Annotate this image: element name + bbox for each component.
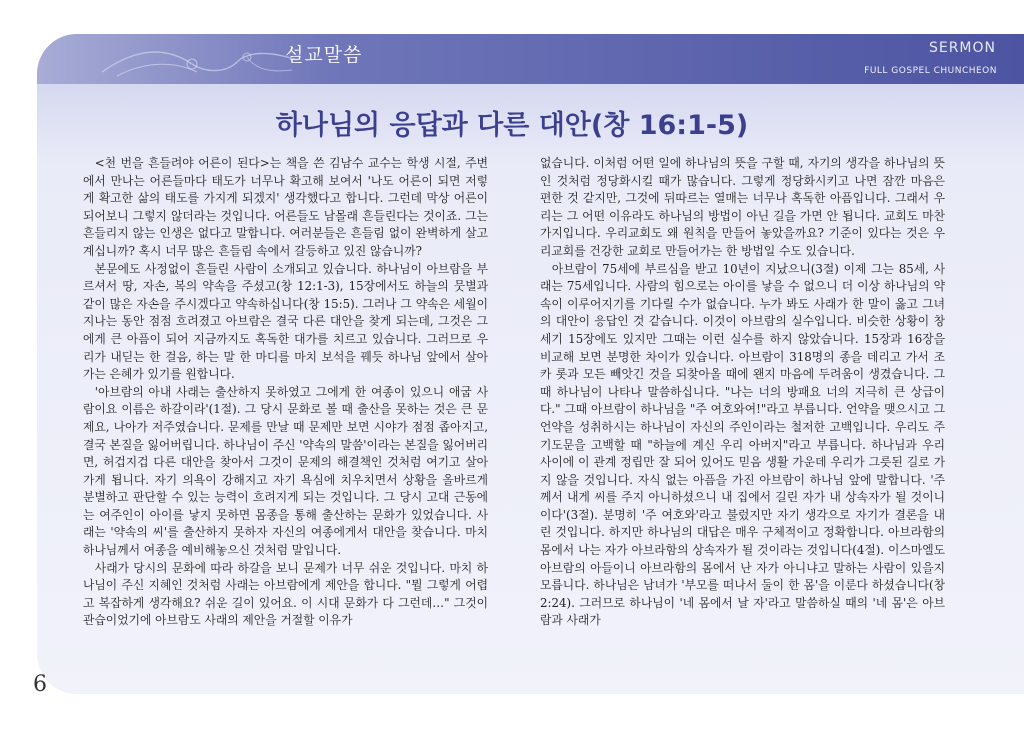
paragraph: <천 번을 흔들려야 어른이 된다>는 책을 쓴 김남수 교수는 학생 시절, 주변에서 만나는 어른들마다 태도가 너무나 확고해 보여서 '나도 어른이 되면 저렇게 확고한 삶의 태도를 가지게 되겠지' 생각했다고 합니다. 그런데 막상 어른이 되어보니 그렇지 않더라는 것입니다. 어른들도 남몰래 흔들린다는 것이죠. 그는 흔들리지 않는 인생은 없다고 말합니다. 여러분들은 흔들림 없이 완벽하게 살고 계십니까? 혹시 너무 많은 흔들림 속에서 갈등하고 있진 않습니까? (83, 156, 488, 258)
left-text-column (83, 155, 488, 630)
section-title: 설교말씀 (285, 44, 363, 66)
paragraph: 본문에도 사정없이 흔들린 사람이 소개되고 있습니다. 하나님이 아브람을 부르셔서 땅, 자손, 복의 약속을 주셨고(창 12:1-3), 15장에서도 하늘의 뭇별과 같이 많은 자손을 주시겠다고 약속하십니다(창 15:5). 그러나 그 약속은 세월이 지나는 동안 점점 흐려졌고 아브람은 결국 다른 대안을 찾게 되는데, 그것은 그에게 큰 아픔이 되어 지금까지도 혹독한 대가를 치르고 있습니다. 그러므로 우리가 내딛는 한 걸음, 하는 말 한 마디를 마치 보석을 꿰듯 하나님 앞에서 살아가는 은혜가 있기를 원합니다. (83, 261, 488, 382)
paragraph: 아브람이 75세에 부르심을 받고 10년이 지났으니(3절) 이제 그는 85세, 사래는 75세입니다. 사람의 힘으로는 아이를 낳을 수 없으니 더 이상 하나님의 약속이 이루어지기를 기다릴 수가 없습니다. 누가 봐도 사래가 한 말이 옳고 그녀의 대안이 응답인 것 같습니다. 이것이 아브람의 실수입니다. 비슷한 상황이 창세기 15장에도 있지만 그때는 이런 실수를 하지 않았습니다. 15장과 16장을 비교해 보면 분명한 차이가 있습니다. 아브람이 318명의 종을 데리고 가서 조카 롯과 모든 빼앗긴 것을 되찾아올 때에 왠지 마음에 두려움이 생겼습니다. 그때 하나님이 나타나 말씀하십니다. "나는 너의 방패요 너의 지극히 큰 상급이다." 그때 아브람이 하나님을 "주 여호와여!"라고 부릅니다. 언약을 맺으시고 그 언약을 성취하시는 하나님이 자신의 주인이라는 철저한 고백입니다. 우리도 주기도문을 고백할 때 "하늘에 계신 우리 아버지"라고 부릅니다. 하나님과 우리 사이에 이 관계 정립만 잘 되어 있어도 믿음 생활 가운데 우리가 그릇된 길로 가지 않을 것입니다. 자식 없는 아픔을 가진 아브람이 하나님 앞에 말합니다. '주께서 내게 씨를 주지 아니하셨으니 내 집에서 길린 자가 내 상속자가 될 것이니이다'(3절). 분명히 '주 여호와'라고 불렀지만 자기 생각으로 자기가 결론을 내린 것입니다. 하지만 하나님의 대답은 매우 구체적이고 정확합니다. 아브라함의 몸에서 나는 자가 아브라함의 상속자가 될 것이라는 것입니다(4절). 이스마엘도 아브람의 아들이니 아브라함의 몸에서 난 자가 아니냐고 말하는 사람이 있을지 모릅니다. 하나님은 남녀가 '부모를 떠나서 둘이 한 몸'을 이룬다 하셨습니다(창 2:24). 그러므로 하나님이 '네 몸에서 날 자'라고 말씀하실 때의 '네 몸'은 아브람과 사래가 (540, 261, 945, 628)
sermon-headline: 하나님의 응답과 다른 대안(창 16:1-5) (275, 110, 749, 141)
page-number: 6 (33, 672, 47, 697)
paragraph: '아브람의 아내 사래는 출산하지 못하였고 그에게 한 여종이 있으니 애굽 사람이요 이름은 하갈이라'(1절). 그 당시 문화로 볼 때 출산을 못하는 것은 큰 문제요, 나아가 저주였습니다. 문제를 만날 때 문제만 보면 시야가 점점 좁아지고, 결국 본질을 잃어버립니다. 하나님이 주신 '약속의 말씀'이라는 본질을 잃어버리면, 허겁지겁 다른 대안을 찾아서 그것이 문제의 해결책인 것처럼 여기고 살아가게 됩니다. 자기 의욕이 강해지고 자기 욕심에 치우치면서 상황을 올바르게 분별하고 판단할 수 있는 능력이 흐려지게 되는 것입니다. 그 당시 고대 근동에는 여주인이 아이를 낳지 못하면 몸종을 통해 출산하는 문화가 있었습니다. 사래는 '약속의 씨'를 출산하지 못하자 자신의 여종에게서 대안을 찾습니다. 마치 하나님께서 여종을 예비해놓으신 것처럼 말입니다. (83, 384, 488, 558)
sermon-label: SERMON (928, 40, 996, 56)
church-label: FULL GOSPEL CHUNCHEON (864, 66, 997, 76)
right-text-column (540, 155, 945, 630)
paragraph: 없습니다. 이처럼 어떤 일에 하나님의 뜻을 구할 때, 자기의 생각을 하나님의 뜻인 것처럼 정당화시킬 때가 많습니다. 그렇게 정당화시키고 나면 잠깐 마음은 편한 것 같지만, 그것에 뒤따르는 열매는 너무나 혹독한 아픔입니다. 그래서 우리는 그 어떤 이유라도 하나님의 방법이 아닌 길을 가면 안 됩니다. 교회도 마찬가지입니다. 우리교회도 왜 원칙을 만들어 놓았을까요? 기준이 있다는 것은 우리교회를 건강한 교회로 만들어가는 한 방법일 수도 있습니다. (540, 156, 945, 258)
flourish-ornament-icon (97, 42, 307, 82)
header-bar (37, 34, 1024, 84)
paragraph: 사래가 당시의 문화에 따라 하갈을 보니 문제가 너무 쉬운 것입니다. 마치 하나님이 주신 지혜인 것처럼 사래는 아브람에게 제안을 합니다. "뭘 그렇게 어렵고 복잡하게 생각해요? 쉬운 길이 있어요. 이 시대 문화가 다 그런데…" 그것이 관습이었기에 아브람도 사래의 제안을 거절할 이유가 (83, 560, 488, 628)
